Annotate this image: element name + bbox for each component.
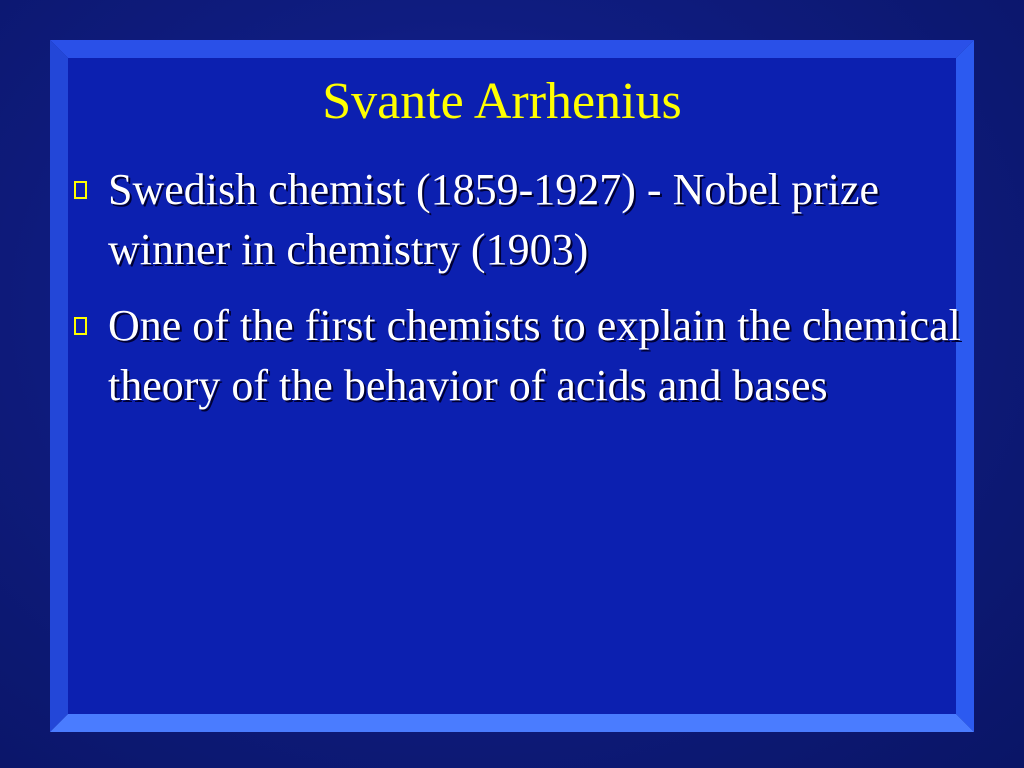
frame-bevel-bottom (50, 714, 974, 732)
bullet-text: One of the first chemists to explain the chemical theory of the behavior of acids and bases (108, 301, 961, 410)
frame-bevel-top (50, 40, 974, 58)
square-bullet-icon (74, 181, 87, 199)
bullet-text: Swedish chemist (1859-1927) - Nobel prize winner in chemistry (1903) (108, 165, 880, 274)
bullet-item (66, 160, 996, 280)
bullet-list (66, 160, 996, 432)
bullet-item (66, 296, 996, 416)
slide-title: Svante Arrhenius (322, 73, 682, 130)
square-bullet-icon (74, 317, 87, 335)
